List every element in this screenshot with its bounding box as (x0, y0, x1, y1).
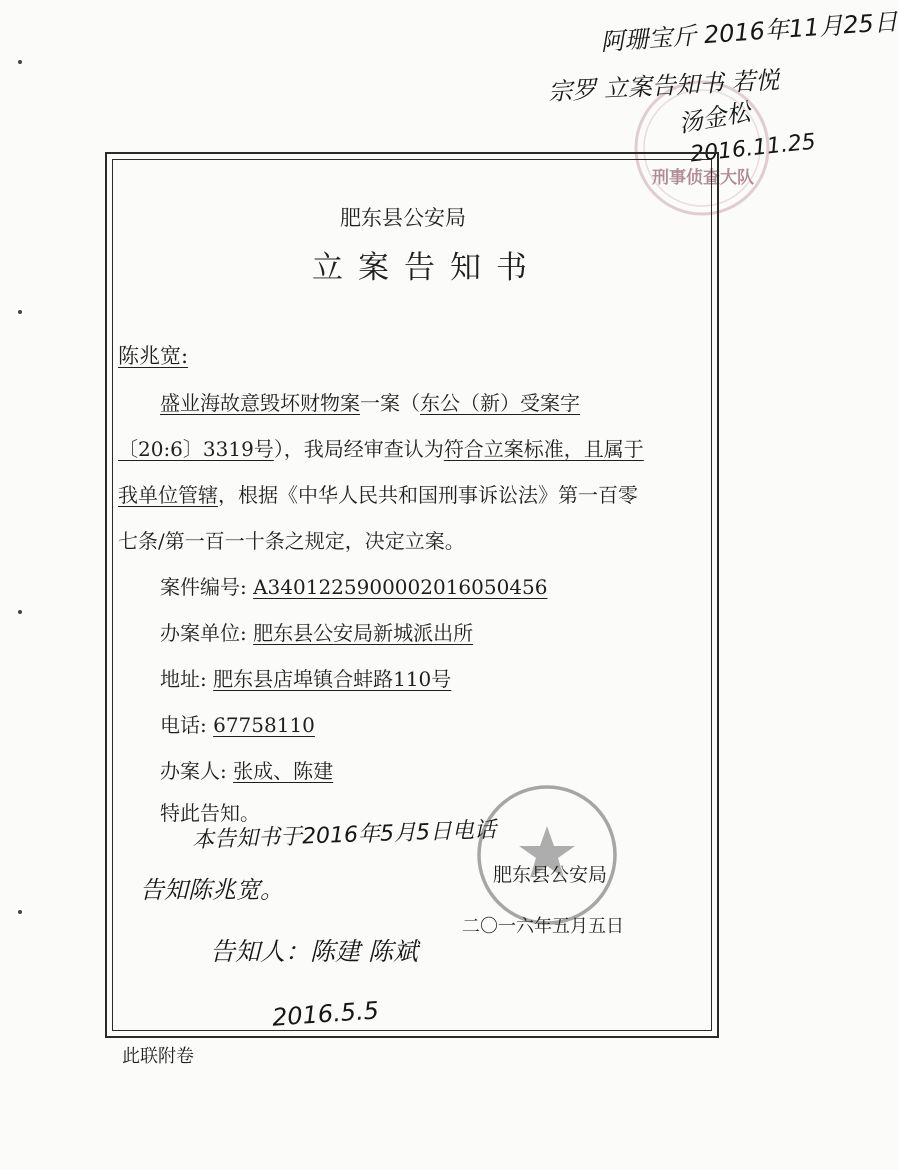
body-line-3-rest: ，根据《中华人民共和国刑事诉讼法》第一百零 (218, 483, 638, 507)
handwritten-top-line2: 宗罗 立案告知书 若悦 (547, 65, 780, 107)
address-row (160, 666, 451, 692)
addressee: 陈兆宽: (118, 344, 189, 368)
case-name: 盛业海故意毁坏财物案 (160, 391, 360, 415)
handlers-label: 办案人: (160, 759, 227, 783)
issue-date: 二〇一六年五月五日 (462, 916, 624, 937)
body-line-2 (118, 436, 644, 462)
body-line-1-middle: 一案（ (360, 391, 420, 415)
binding-hole (18, 310, 22, 314)
top-stamp-text: 刑事侦查大队 (652, 168, 754, 188)
document-title: 立案告知书 (312, 250, 542, 286)
handwritten-note-date: 2016.5.5 (271, 996, 380, 1032)
handwritten-note-line1: 本告知书于2016年5月5日电话 (191, 817, 497, 854)
handwritten-note-line3: 告知人：陈建 陈斌 (210, 937, 418, 966)
handling-unit-row (160, 620, 473, 646)
body-line-3 (118, 482, 638, 508)
phone-row (160, 712, 315, 738)
official-seal (472, 780, 622, 930)
address-label: 地址: (160, 667, 207, 691)
handwritten-top-date: 2016.11.25 (689, 129, 817, 168)
case-number-label: 案件编号: (160, 575, 247, 599)
handling-unit-value: 肥东县公安局新城派出所 (253, 621, 474, 645)
case-number-row (160, 574, 548, 600)
handlers-row (160, 758, 333, 784)
binding-hole (18, 910, 22, 914)
footer-note: 此联附卷 (122, 1046, 194, 1067)
handwritten-note-line2: 告知陈兆宽。 (140, 876, 284, 904)
case-ref: 东公（新）受案字 (420, 391, 580, 415)
phone-label: 电话: (160, 713, 207, 737)
binding-hole (18, 60, 22, 64)
handwritten-top-line3: 汤金松 (676, 97, 753, 139)
phone-value: 67758110 (213, 713, 315, 737)
handling-unit-label: 办案单位: (160, 621, 247, 645)
agency-name: 肥东县公安局 (340, 206, 466, 230)
case-number-value: A3401225900002016050456 (253, 575, 548, 599)
body-line-1 (160, 390, 580, 416)
seal-text: 肥东县公安局 (493, 864, 608, 886)
jurisdiction: 我单位管辖 (118, 483, 218, 507)
body-line-2-middle: ），我局经审查认为 (273, 437, 444, 461)
binding-hole (18, 610, 22, 614)
conclusion: 符合立案标准，且属于 (443, 437, 644, 461)
handwritten-top-line1: 阿珊宝斤 2016年11月25日 (599, 7, 899, 57)
handlers-value: 张成、陈建 (233, 759, 334, 783)
case-ref-number: 〔20:6〕3319号 (118, 437, 274, 461)
closing-text: 特此告知。 (160, 801, 260, 825)
address-value: 肥东县店埠镇合蚌路110号 (213, 667, 452, 691)
body-line-4: 七条/第一百一十条之规定，决定立案。 (118, 529, 465, 553)
